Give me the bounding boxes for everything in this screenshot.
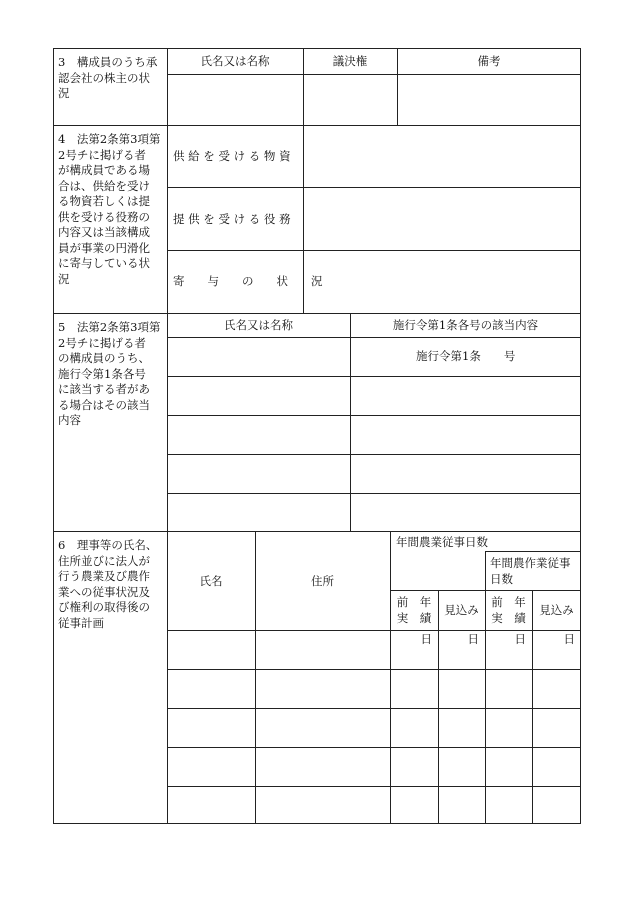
section6-row1-name-cell[interactable] [168,631,254,668]
section5-row2-name-cell[interactable] [168,377,349,414]
section6-col-divider-days-a [438,590,439,824]
section4-supplied-goods-label: 供 給 を 受 け る 物 資 [173,149,291,163]
section6-unit-day-1: 日 [420,632,432,646]
section5-row4-name-cell[interactable] [168,455,349,492]
section6-col-divider-days-b [485,551,486,824]
section6-row2-name-cell[interactable] [168,670,254,707]
section5-row2-content-cell[interactable] [351,377,580,414]
section5-row5-content-cell[interactable] [351,494,580,530]
section6-row4-address-cell[interactable] [256,748,389,785]
divider-section6 [53,531,581,532]
section6-prev-year2-line1: 前 年 [491,595,526,609]
section6-farm-days-subline [485,551,581,552]
section6-row4-name-cell[interactable] [168,748,254,785]
section6-row5-name-cell[interactable] [168,787,254,823]
section3-remarks-cell[interactable] [398,75,580,124]
section4-label: 4 法第2条第3項第 2号チに掲げる者 が構成員である場 合は、供給を受け る物資若しくは提 供を受ける役務の 内容又は当該構成 員が事業の円滑化 に寄与している状 況 [58,132,161,286]
section6-col-farm-days: 年間農業従事日数 [396,535,488,549]
section6-row5-address-cell[interactable] [256,787,389,823]
section4-provided-services-cell[interactable] [304,188,580,249]
section6-col-address: 住所 [311,574,334,588]
section6-col-work-days-line2: 日数 [490,572,513,586]
section6-label: 6 理事等の氏名、 住所並びに法人が 行う農業及び農作 業への従事状況及 び権利の取得後の 従事計画 [58,538,158,630]
section6-col-work-days-line1: 年間農作業従事 [490,556,571,570]
section3-name-cell[interactable] [168,75,302,124]
section6-forecast: 見込み [444,603,479,617]
section6-forecast2: 見込み [539,603,574,617]
section5-row3-name-cell[interactable] [168,416,349,453]
section6-prev-year2-line2: 実 績 [491,611,526,625]
divider-section5 [53,313,581,314]
section5-col-name: 氏名又は名称 [224,318,293,332]
section5-row5-name-cell[interactable] [168,494,349,530]
section6-subheader-line [390,590,581,591]
section5-row4-content-cell[interactable] [351,455,580,492]
section6-unit-day-4: 日 [563,632,575,646]
section3-votes-cell[interactable] [304,75,396,124]
section5-col-content: 施行令第1条各号の該当内容 [392,318,539,332]
section6-unit-day-3: 日 [514,632,526,646]
section3-col-name: 氏名又は名称 [200,54,270,68]
section4-contribution-label: 寄 与 の 状 況 [173,274,323,288]
section4-contribution-cell[interactable] [304,251,580,312]
section5-label: 5 法第2条第3項第 2号チに掲げる者 の構成員のうち、 施行令第1条各号 に該当する者があ る場合はその該当 内容 [58,320,161,427]
section5-row1-name-cell[interactable] [168,338,349,375]
section4-supplied-goods-cell[interactable] [304,126,580,186]
section6-unit-day-2: 日 [467,632,479,646]
section5-row1-content: 施行令第1条 号 [416,349,516,363]
section3-col-remarks: 備考 [477,54,501,68]
section4-provided-services-label: 提 供 を 受 け る 役 務 [173,212,291,226]
section6-row1-address-cell[interactable] [256,631,389,668]
section3-label: 3 構成員のうち承 認会社の株主の状 況 [58,55,158,100]
section6-col-divider-days-c [532,590,533,824]
section6-prev-year-line2: 実 績 [396,611,432,625]
section6-row3-address-cell[interactable] [256,709,389,746]
section6-prev-year-line1: 前 年 [396,595,432,609]
section6-col-divider-address [390,531,391,824]
section3-col-votes: 議決権 [332,54,368,68]
section6-row3-name-cell[interactable] [168,709,254,746]
section5-row3-content-cell[interactable] [351,416,580,453]
section6-row2-address-cell[interactable] [256,670,389,707]
section6-col-name: 氏名 [199,574,223,588]
